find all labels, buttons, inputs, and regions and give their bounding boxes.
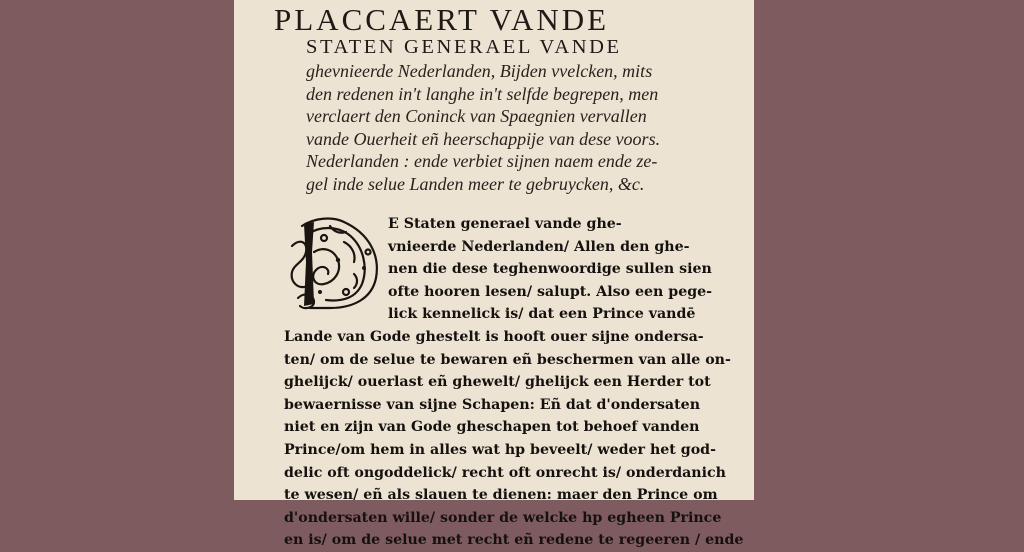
body-line: en is/ om de selue met recht eñ redene te regeeren / ende	[284, 532, 744, 549]
body-line: ghelijck/ ouerlast eñ ghewelt/ ghelijck een Herder tot	[284, 374, 711, 391]
body-line: d'ondersaten wille/ sonder de welcke hp egheen Prince	[284, 509, 722, 526]
document-subtitle: STATEN GENERAEL VANDE	[306, 36, 622, 58]
body-line: ofte hooren lesen/ salupt. Also een pege-	[388, 283, 713, 300]
summary-paragraph	[306, 60, 746, 195]
body-line: te wesen/ eñ als slauen te dienen: maer den Prince om	[284, 487, 718, 504]
body-line: bewaernisse van sijne Schapen: Eñ dat d'ondersaten	[284, 396, 701, 413]
body-line: delic oft ongoddelick/ recht oft onrecht is/ onderdanich	[284, 464, 726, 481]
body-line: Prince/om hem in alles wat hp beveelt/ weder het god-	[284, 441, 716, 458]
summary-line: Nederlanden : ende verbiet sijnen naem ende ze-	[306, 151, 658, 171]
document-page	[234, 0, 754, 549]
body-line: Lande van Gode ghestelt is hooft ouer sijne ondersa-	[284, 328, 704, 345]
document-title: PLACCAERT VANDE	[274, 2, 610, 37]
summary-line: gel inde selue Landen meer te gebruycken, &c.	[306, 173, 645, 194]
summary-line: den redenen in't langhe in't selfde begrepen, men	[306, 83, 659, 104]
body-line: lick kennelick is/ dat een Prince vandē	[388, 306, 696, 323]
body-line: vnieerde Nederlanden/ Allen den ghe-	[388, 238, 690, 255]
proclamation-body	[284, 213, 750, 552]
summary-line: vande Ouerheit eñ heerschappije van dese voors.	[306, 128, 661, 149]
body-line: nen die dese teghenwoordige sullen sien	[388, 261, 712, 278]
body-line: niet en zijn van Gode gheschapen tot behoef vanden	[284, 419, 700, 436]
summary-line: verclaert den Coninck van Spaegnien vervallen	[306, 106, 647, 126]
body-line: ten/ om de selue te bewaren eñ beschermen van alle on-	[284, 351, 731, 368]
summary-line: ghevnieerde Nederlanden, Bijden vvelcken, mits	[306, 61, 653, 81]
body-line: E Staten generael vande ghe-	[388, 216, 622, 232]
